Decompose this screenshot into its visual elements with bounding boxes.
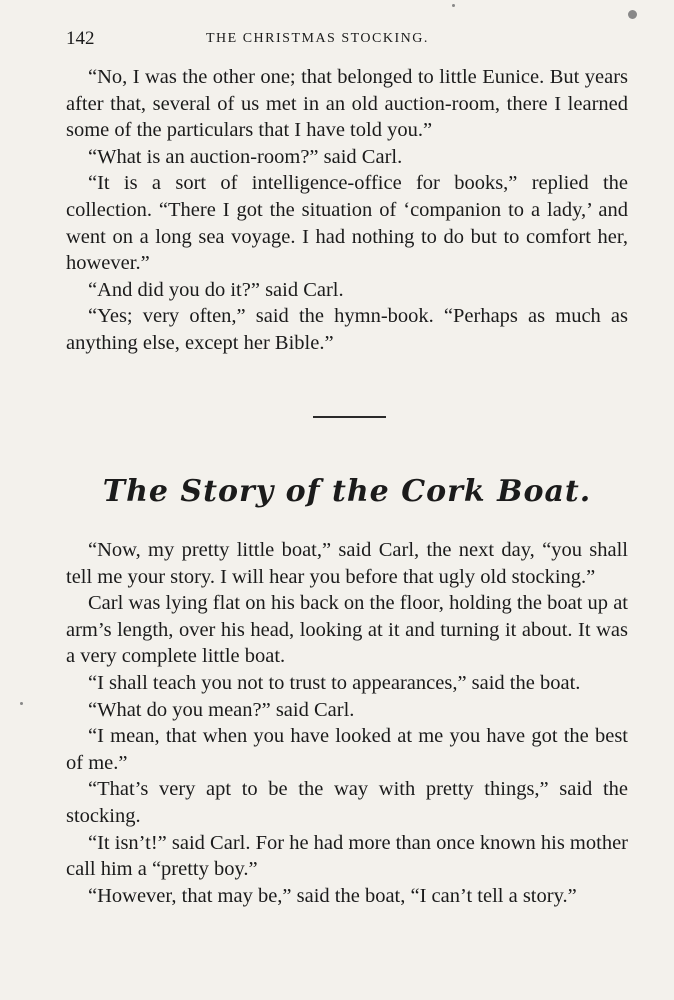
ink-speck [452, 4, 455, 7]
ink-speck [20, 702, 23, 705]
paragraph: “That’s very apt to be the way with pretty things,” said the stocking. [66, 778, 628, 827]
section-divider [313, 416, 386, 418]
ink-speck [628, 10, 637, 19]
page-number: 142 [66, 28, 95, 49]
paragraph: “And did you do it?” said Carl. [88, 278, 344, 301]
paragraph: “Yes; very often,” said the hymn-book. “Perhaps as much as anything else, except her Bible.” [66, 305, 628, 354]
story-title: The Story of the Cork Boat. [102, 474, 592, 509]
paragraph: “It isn’t!” said Carl. For he had more than once known his mother call him a “pretty boy.” [66, 831, 628, 881]
paragraph: “No, I was the other one; that belonged to little Eunice. But years after that, several of us met in an old auction-room, there I learned some of the particulars that I have told you.” [66, 66, 628, 142]
paragraph: Carl was lying flat on his back on the floor, holding the boat up at arm’s length, over his head, looking at it and turning it about. It was a very complete little boat. [66, 592, 628, 668]
section-hymn-book [66, 64, 628, 357]
paragraph: “It is a sort of intelligence-office for books,” replied the collection. “There I got the situation of ‘companion to a lady,’ and went on a long sea voyage. I had nothing to do but to comfort her, however.” [66, 172, 628, 275]
running-title: THE CHRISTMAS STOCKING. [206, 31, 429, 46]
section-cork-boat [66, 537, 628, 909]
paragraph: “Now, my pretty little boat,” said Carl, the next day, “you shall tell me your story. I will hear you before that ugly old stocking.” [66, 539, 628, 588]
paragraph: “I shall teach you not to trust to appearances,” said the boat. [88, 671, 581, 694]
page-header [66, 28, 626, 58]
paragraph: “I mean, that when you have looked at me you have got the best of me.” [66, 725, 628, 774]
paragraph: “What do you mean?” said Carl. [88, 698, 355, 721]
paragraph: “What is an auction-room?” said Carl. [88, 145, 403, 168]
paragraph: “However, that may be,” said the boat, “I can’t tell a story.” [88, 884, 577, 907]
